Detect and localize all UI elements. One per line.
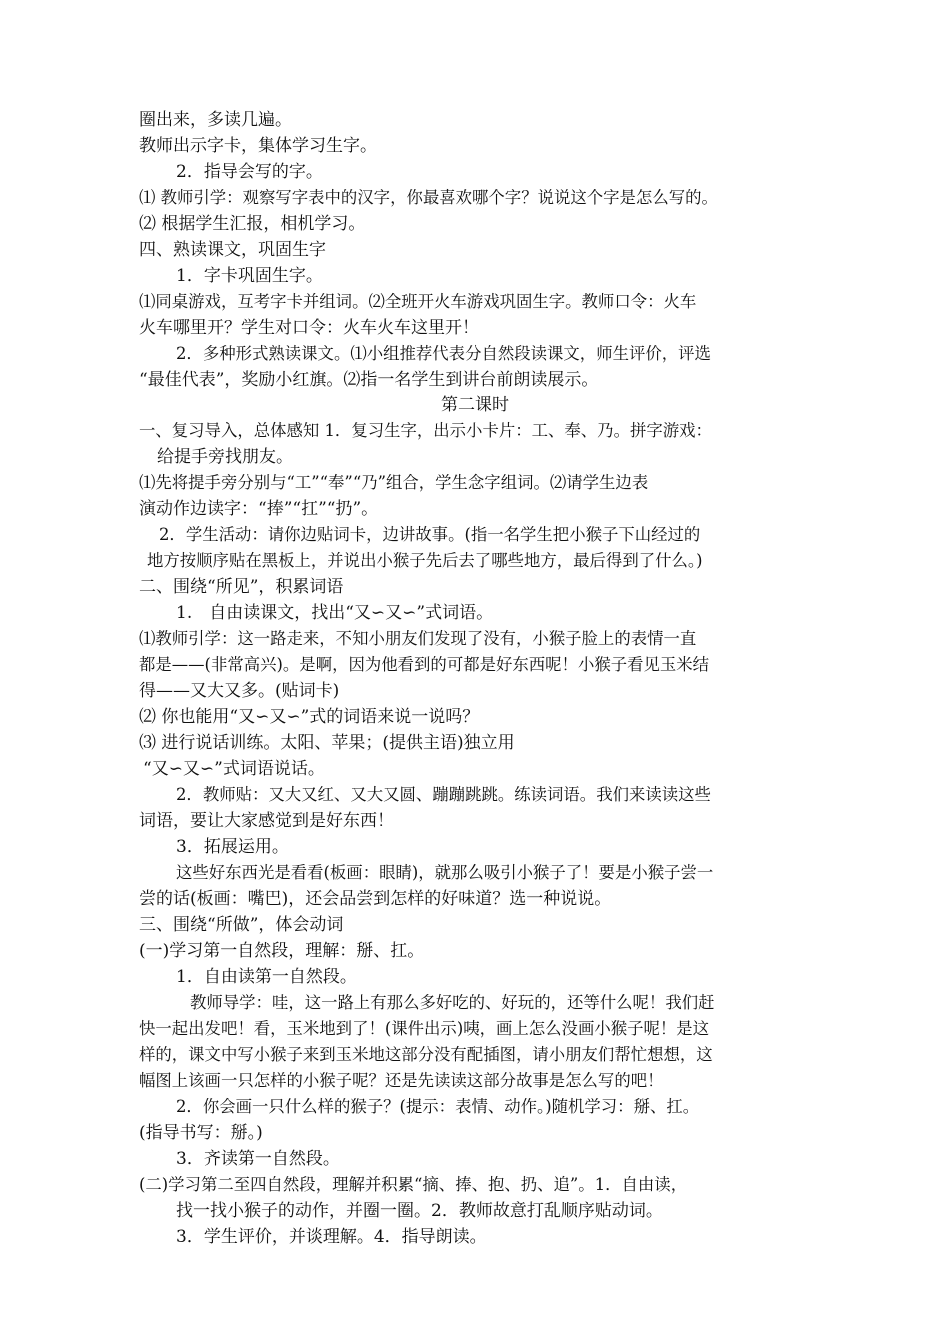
text-line: 火车哪里开？学生对口令：火车火车这里开！	[139, 318, 479, 338]
text-line: 都是——(非常高兴)。是啊，因为他看到的可都是好东西呢！小猴子看见玉米结	[139, 655, 710, 674]
text-line: ⑵ 你也能用“又∽又∽”式的词语来说一说吗？	[139, 707, 480, 727]
text-line: 样的，课文中写小猴子来到玉米地这部分没有配插图，请小朋友们帮忙想想，这	[139, 1045, 713, 1064]
section-heading: 三、围绕“所做”，体会动词	[139, 915, 344, 935]
text-line: 2．你会画一只什么样的猴子？(提示：表情、动作。)随机学习：掰、扛。	[176, 1097, 700, 1116]
text-line: 演动作边读字：“捧”“扛”“扔”。	[139, 499, 379, 519]
text-line: 3．齐读第一自然段。	[176, 1149, 340, 1169]
text-line: ⑴先将提手旁分别与“工”“奉”“乃”组合，学生念字组词。⑵请学生边表	[139, 473, 649, 492]
text-line: ⑴ 教师引学：观察写字表中的汉字，你最喜欢哪个字？说说这个字是怎么写的。	[139, 188, 718, 207]
text-line: ⑴同桌游戏，互考字卡并组词。⑵全班开火车游戏巩固生字。教师口令：火车	[139, 292, 697, 311]
text-line: 词语，要让大家感觉到是好东西！	[139, 811, 394, 831]
text-line: 地方按顺序贴在黑板上，并说出小猴子先后去了哪些地方，最后得到了什么。)	[147, 551, 703, 570]
text-line: 2．教师贴：又大又红、又大又圆、蹦蹦跳跳。练读词语。我们来读读这些	[176, 785, 711, 804]
text-line: 快一起出发吧！看，玉米地到了！(课件出示)咦，画上怎么没画小猴子呢！是这	[139, 1019, 710, 1038]
text-line: (指导书写：掰。)	[139, 1123, 263, 1143]
text-line: 1．自由读第一自然段。	[176, 967, 357, 987]
text-line: 得——又大又多。(贴词卡)	[139, 681, 340, 701]
section-heading: 二、围绕“所见”，积累词语	[139, 577, 344, 597]
text-line: 1. 自由读课文，找出“又∽又∽”式词语。	[176, 603, 494, 623]
text-line: 幅图上该画一只怎样的小猴子呢？还是先读读这部分故事是怎么写的吧！	[139, 1071, 664, 1090]
text-line: 找一找小猴子的动作，并圈一圈。2．教师故意打乱顺序贴动词。	[176, 1201, 663, 1221]
text-line: 圈出来，多读几遍。	[139, 110, 292, 130]
text-line: 这些好东西光是看看(板画：眼睛)，就那么吸引小猴子了！要是小猴子尝一	[176, 863, 714, 882]
text-line: 3．拓展运用。	[176, 837, 289, 857]
text-line: 2．多种形式熟读课文。⑴小组推荐代表分自然段读课文，师生评价，评选	[176, 344, 711, 363]
text-line: 2．学生活动：请你边贴词卡，边讲故事。(指一名学生把小猴子下山经过的	[159, 525, 701, 544]
text-line: 尝的话(板画：嘴巴)，还会品尝到怎样的好味道？选一种说说。	[139, 889, 612, 909]
text-line: 教师导学：哇，这一路上有那么多好吃的、好玩的，还等什么呢！我们赶	[190, 993, 715, 1012]
text-line: “最佳代表”，奖励小红旗。⑵指一名学生到讲台前朗读展示。	[139, 370, 599, 390]
subsection-heading: (二)学习第二至四自然段，理解并积累“摘、捧、抱、扔、追”。1．自由读，	[139, 1175, 688, 1194]
section-heading: 一、复习导入，总体感知 1．复习生字，出示小卡片：工、奉、乃。拼字游戏：	[139, 421, 712, 440]
text-line: ⑶ 进行说话训练。太阳、苹果；(提供主语)独立用	[139, 733, 515, 753]
lesson-title: 第二课时	[441, 395, 509, 415]
text-line: 教师出示字卡，集体学习生字。	[139, 136, 377, 156]
text-line: 1．字卡巩固生字。	[176, 266, 323, 286]
text-line: ⑵ 根据学生汇报，相机学习。	[139, 214, 366, 234]
section-heading: 四、熟读课文，巩固生字	[139, 240, 326, 260]
text-line: “又∽又∽”式词语说话。	[143, 759, 325, 779]
text-line: ⑴教师引学：这一路走来，不知小朋友们发现了没有，小猴子脸上的表情一直	[139, 629, 697, 648]
text-line: 2．指导会写的字。	[176, 162, 323, 182]
subsection-heading: (一)学习第一自然段，理解：掰、扛。	[139, 941, 425, 961]
text-line: 3．学生评价，并谈理解。4．指导朗读。	[176, 1227, 487, 1247]
text-line: 给提手旁找朋友。	[157, 447, 293, 467]
